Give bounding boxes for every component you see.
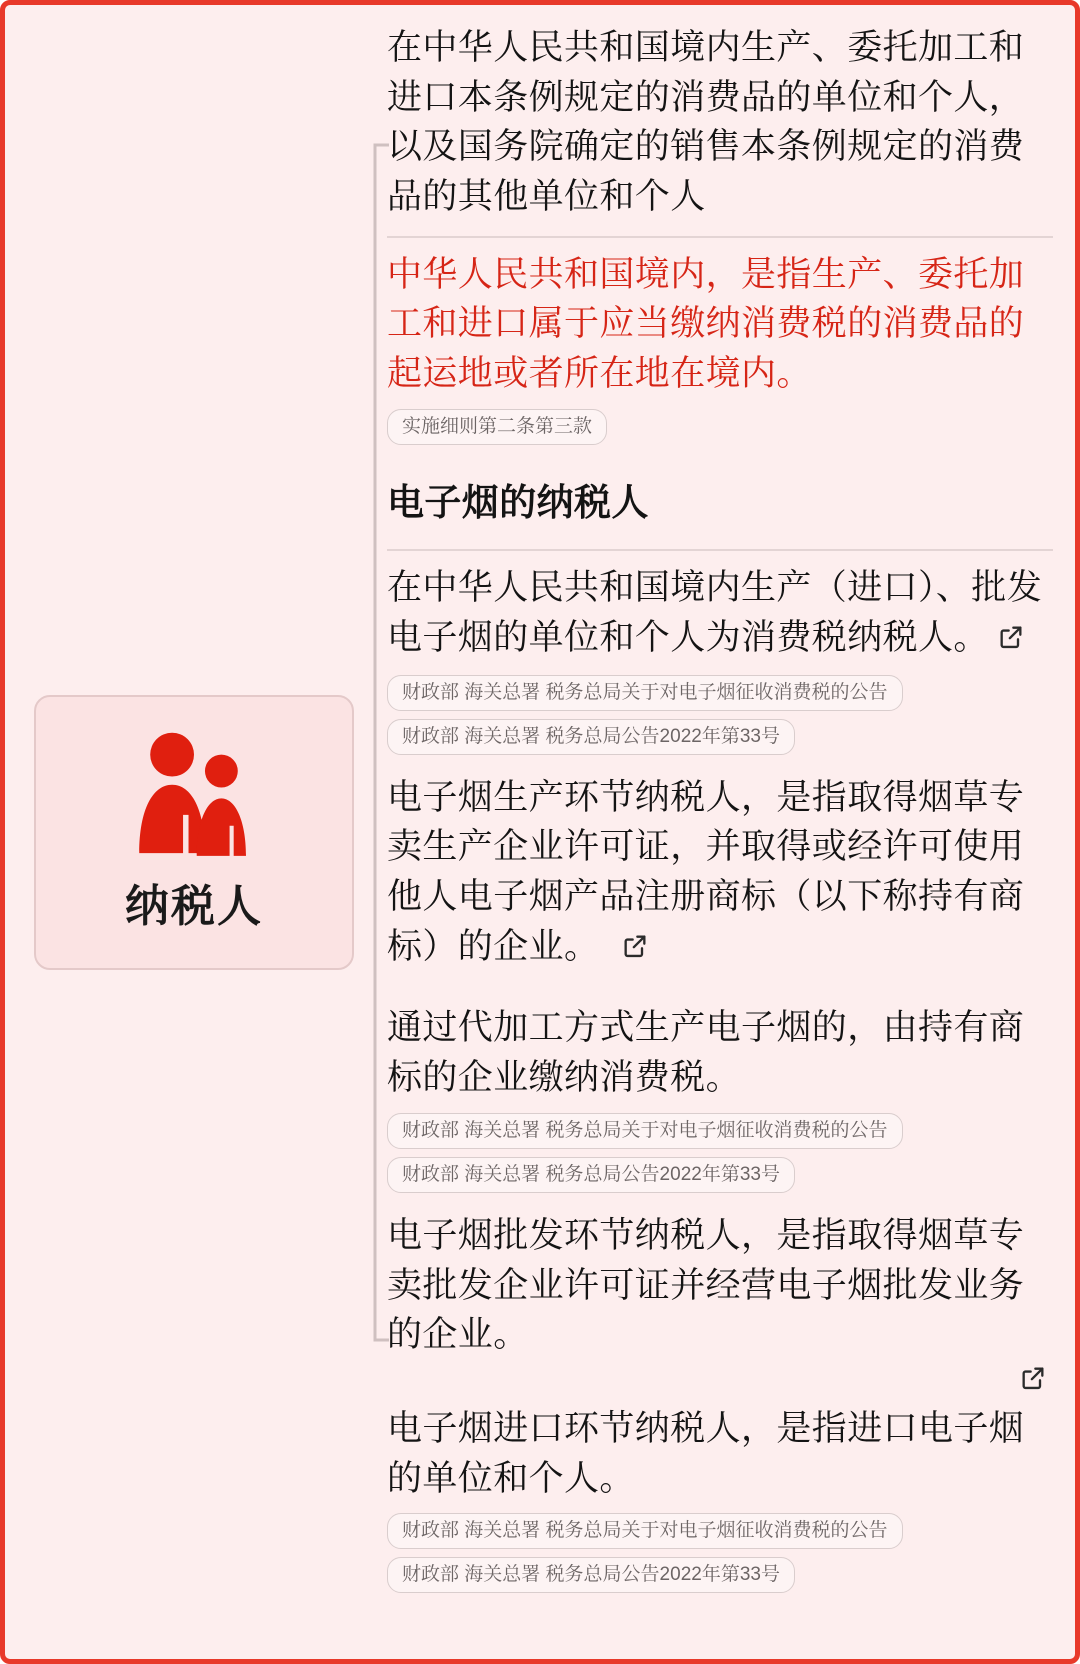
node-production-stage-taxpayer[interactable] xyxy=(387,773,1053,974)
node-text-value: 在中华人民共和国境内生产（进口）、批发电子烟的单位和个人为消费税纳税人。 xyxy=(387,568,1043,658)
tag-list xyxy=(387,1513,1053,1601)
source-tag[interactable]: 财政部 海关总署 税务总局公告2022年第33号 xyxy=(387,1557,795,1593)
source-tag[interactable]: 财政部 海关总署 税务总局关于对电子烟征收消费税的公告 xyxy=(387,1113,903,1149)
node-wholesale-stage-taxpayer[interactable] xyxy=(387,1211,1053,1360)
node-e-cigarette-taxpayer[interactable] xyxy=(387,563,1053,768)
node-heading: 电子烟的纳税人 xyxy=(387,481,649,523)
node-text: 电子烟批发环节纳税人，是指取得烟草专卖批发企业许可证并经营电子烟批发业务的企业。 xyxy=(387,1215,1025,1355)
people-icon xyxy=(124,730,264,860)
node-text: 通过代加工方式生产电子烟的，由持有商标的企业缴纳消费税。 xyxy=(387,1008,1025,1098)
source-tag[interactable]: 财政部 海关总署 税务总局公告2022年第33号 xyxy=(387,1157,795,1193)
node-toll-processing[interactable] xyxy=(387,1003,1053,1206)
source-tag[interactable]: 实施细则第二条第三款 xyxy=(387,409,607,445)
node-territory-definition[interactable] xyxy=(387,250,1053,459)
node-text xyxy=(387,563,1053,664)
tag-list xyxy=(387,409,1053,453)
node-e-cigarette-taxpayer-heading[interactable] xyxy=(387,463,1053,536)
external-link-icon[interactable] xyxy=(1019,1364,1047,1397)
root-node[interactable] xyxy=(34,695,354,970)
node-text: 在中华人民共和国境内生产、委托加工和进口本条例规定的消费品的单位和个人，以及国务院确定的销售本条例规定的消费品的其他单位和个人 xyxy=(387,28,1025,217)
root-label: 纳税人 xyxy=(125,882,263,931)
node-scope-definition[interactable] xyxy=(387,23,1053,222)
tag-list xyxy=(387,1113,1053,1201)
node-text-value: 电子烟生产环节纳税人，是指取得烟草专卖生产企业许可证，并取得或经许可使用他人电子烟产品注册商标（以下称持有商标）的企业。 xyxy=(387,777,1025,966)
branch-column xyxy=(365,5,1075,1659)
external-link-icon[interactable] xyxy=(621,924,649,974)
tag-list xyxy=(387,675,1053,763)
node-text: 电子烟进口环节纳税人，是指进口电子烟的单位和个人。 xyxy=(387,1408,1025,1498)
node-text: 中华人民共和国境内，是指生产、委托加工和进口属于应当缴纳消费税的消费品的起运地或者所在地在境内。 xyxy=(387,254,1025,394)
external-link-icon[interactable] xyxy=(997,615,1025,665)
divider xyxy=(387,236,1053,238)
node-text xyxy=(387,773,1053,974)
source-tag[interactable]: 财政部 海关总署 税务总局关于对电子烟征收消费税的公告 xyxy=(387,675,903,711)
mindmap-layout xyxy=(5,5,1075,1659)
node-import-stage-taxpayer[interactable] xyxy=(387,1404,1053,1607)
root-column xyxy=(5,5,365,1659)
source-tag[interactable]: 财政部 海关总署 税务总局公告2022年第33号 xyxy=(387,719,795,755)
divider xyxy=(387,549,1053,551)
source-tag[interactable]: 财政部 海关总署 税务总局关于对电子烟征收消费税的公告 xyxy=(387,1513,903,1549)
